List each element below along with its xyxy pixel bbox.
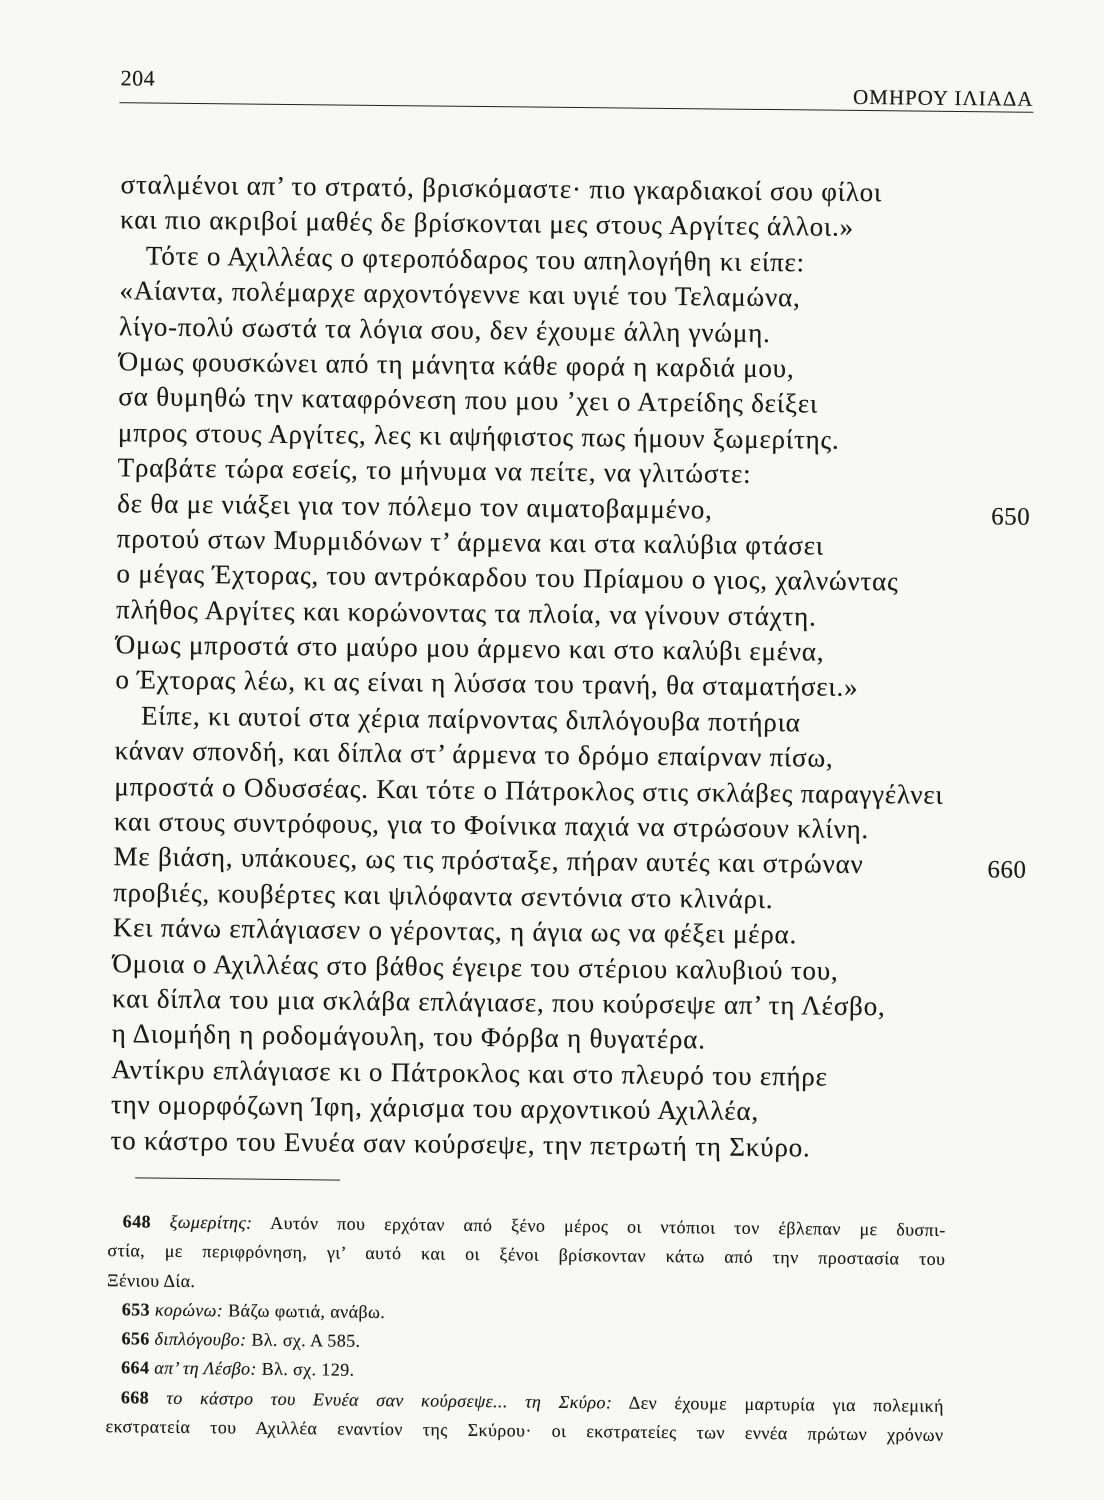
verse-line: Αντίκρυ επλάγιασε κι ο Πάτροκλος και στο πλευρό του επήρε xyxy=(111,1053,828,1092)
verse-line: ο Έχτορας λέω, κι ας είναι η λύσσα του τρανή, θα σταματήσει.» xyxy=(115,664,859,703)
page-number: 204 xyxy=(120,65,156,91)
footnote-separator xyxy=(135,1177,340,1180)
footnote-number: 653 xyxy=(121,1299,151,1320)
verse-line: Όμως μπροστά στο μαύρο μου άρμενο και στο καλύβι εμένα, xyxy=(115,629,825,667)
verse-line: Όμοια ο Αχιλλέας στο βάθος έγειρε του στέριου καλυβιού του, xyxy=(112,947,839,986)
footnote-number: 656 xyxy=(121,1328,150,1349)
footnote-text: Βάζω φωτιά, ανάβω. xyxy=(228,1300,386,1322)
page-content xyxy=(85,50,1050,1460)
verse-line: Τότε ο Αχιλλέας ο φτεροπόδαρος του απηλογήθη κι είπε: xyxy=(145,240,806,278)
footnotes xyxy=(105,1207,945,1450)
footnote-line: εκστρατεία του Αχιλλέα εναντίον της Σκύρου· οι εκστρατείες των εννέα πρώτων χρόνων xyxy=(105,1416,944,1445)
footnote-number: 648 xyxy=(122,1211,152,1232)
footnote-term: το κάστρο του Ενυέα σαν κούρσεψε... τη Σκύρο: xyxy=(166,1387,613,1413)
verse-line: προβιές, κουβέρτες και ψιλόφαντα σεντόνια στο κλινάρι. xyxy=(113,876,774,914)
verse-line: σταλμένοι απ’ το στρατό, βρισκόμαστε· πιο γκαρδιακοί σου φίλοι xyxy=(120,169,883,208)
verse-line-number: 660 xyxy=(987,856,1027,885)
footnote-line: Ξένιου Δία. xyxy=(107,1269,196,1291)
verse-line: το κάστρο του Ενυέα σαν κούρσεψε, την πετρωτή τη Σκύρο. xyxy=(110,1124,811,1163)
footnote-number: 668 xyxy=(120,1387,150,1408)
verse-line: Όμως φουσκώνει από τη μάνητα κάθε φορά η καρδιά μου, xyxy=(118,346,795,384)
verse-line: Τραβάτε τώρα εσείς, το μήνυμα να πείτε, να γλιτώστε: xyxy=(117,452,752,489)
verse-line: Είπε, κι αυτοί στα χέρια παίρνοντας διπλόγουβα ποτήρια xyxy=(140,700,801,738)
verse-line: Κει πάνω επλάγιασεν ο γέροντας, η άγια ως να φέξει μέρα. xyxy=(112,912,798,950)
verse-line: την ομορφόζωνη Ίφη, χάρισμα του αρχοντικού Αχιλλέα, xyxy=(110,1089,760,1127)
verse-line: ο μέγας Έχτορας, του αντρόκαρδου του Πρίαμου ο γιος, χαλνώντας xyxy=(116,558,899,597)
verse-line: μπροστά ο Οδυσσέας. Και τότε ο Πάτροκλος στις σκλάβες παραγγέλνει xyxy=(114,770,944,810)
verse-line: και δίπλα του μια σκλάβα επλάγιασε, που κούρσεψε απ’ τη Λέσβο, xyxy=(111,983,886,1022)
verse-line: «Αίαντα, πολέμαρχε αρχοντόγεννε και υγιέ του Τελαμώνα, xyxy=(119,275,801,313)
verse-line: λίγο-πολύ σωστά τα λόγια σου, δεν έχουμε άλλη γνώμη. xyxy=(118,310,771,348)
verse-line: σα θυμηθώ την καταφρόνεση που μου ’χει ο Ατρείδης δείξει xyxy=(118,381,819,419)
footnote-line: στία, με περιφρόνηση, γι’ αυτό και οι ξένοι βρίσκονταν κάτω από την προστασία του xyxy=(107,1240,946,1270)
footnote-text: Βλ. σχ. Α 585. xyxy=(251,1329,361,1351)
running-title: ΟΜΗΡΟΥ ΙΛΙΑΔΑ xyxy=(852,84,1034,111)
verse-block xyxy=(110,167,1033,1167)
footnote-term: απ’ τη Λέσβο: xyxy=(154,1358,257,1380)
footnote-text: Βλ. σχ. 129. xyxy=(261,1359,355,1381)
verse-line: και στους συντρόφους, για το Φοίνικα παχιά να στρώσουν κλίνη. xyxy=(113,806,870,845)
verse-text: δε θα με νιάξει για τον πόλεμο τον αιματοβαμμένο, xyxy=(117,487,713,524)
verse-line: κάναν σπονδή, και δίπλα στ’ άρμενα το δρόμο επαίρναν πίσω, xyxy=(114,735,834,773)
footnote-term: ξωμερίτης: xyxy=(169,1211,253,1233)
verse-text: Με βιάση, υπάκουες, ως τις πρόσταξε, πήραν αυτές και στρώναν xyxy=(113,841,864,880)
verse-line: η Διομήδη η ροδομάγουλη, του Φόρβα η θυγατέρα. xyxy=(111,1018,706,1055)
verse-line: προτού στων Μυρμιδόνων τ’ άρμενα και στα καλύβια φτάσει xyxy=(116,523,825,561)
footnote-number: 664 xyxy=(121,1357,150,1379)
verse-line-number: 650 xyxy=(991,502,1031,531)
footnote-term: διπλόγουβο: xyxy=(154,1328,247,1350)
footnote-term: κορώνω: xyxy=(154,1299,224,1321)
verse-line: μπρος στους Αργίτες, λες κι αψήφιστος πως ήμουν ξωμερίτης. xyxy=(117,416,840,455)
footnote-text: Αυτόν που ερχόταν από ξένο μέρος οι ντόπιοι τον έβλεπαν με δυσπι- xyxy=(270,1212,946,1240)
verse-line: πλήθος Αργίτες και κορώνοντας τα πλοία, να γίνουν στάχτη. xyxy=(115,593,817,632)
footnote-text: Δεν έχουμε μαρτυρία για πολεμική xyxy=(628,1392,944,1416)
verse-line: και πιο ακριβοί μαθές δε βρίσκονται μες στους Αργίτες άλλοι.» xyxy=(120,204,855,243)
